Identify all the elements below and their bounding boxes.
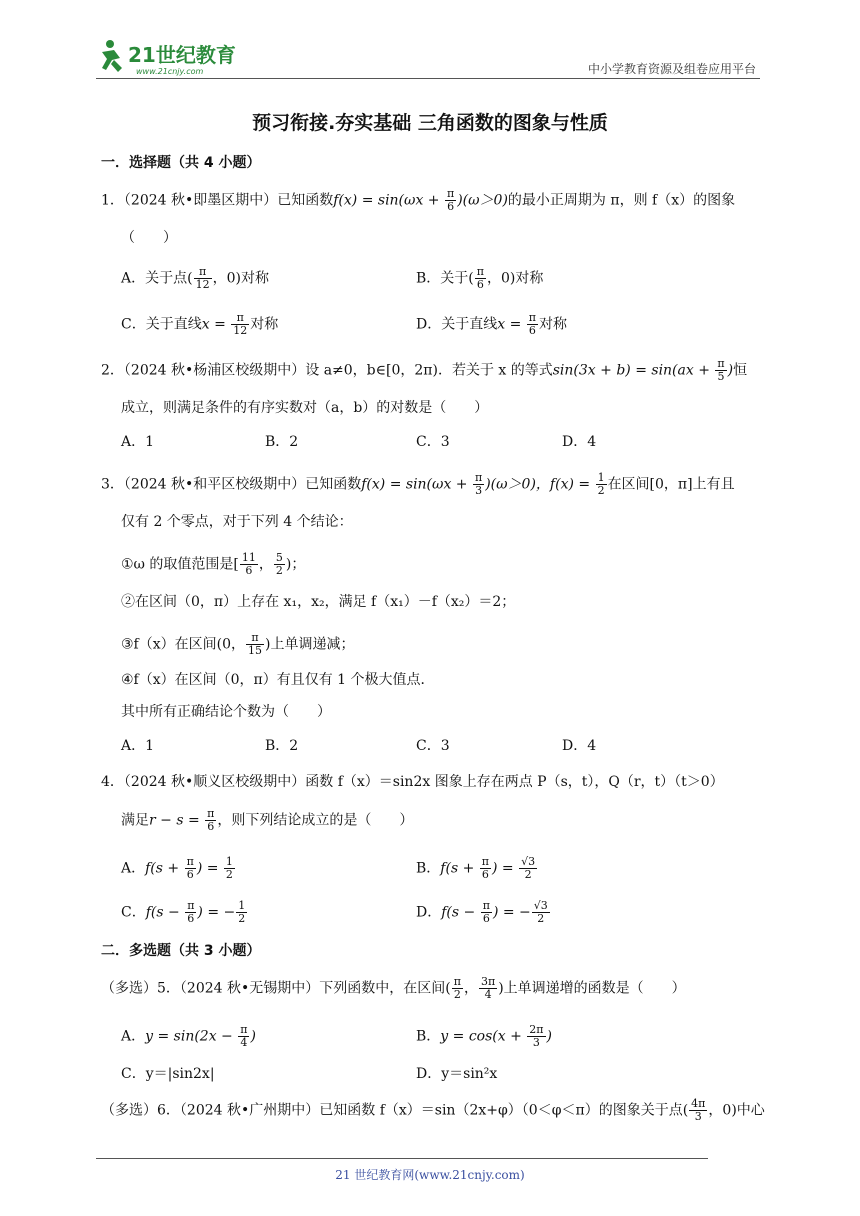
q3-statement-2: ②在区间（0，π）上存在 x₁，x₂，满足 f（x₁）－f（x₂）＝2；	[121, 594, 516, 610]
q2-option-a[interactable]: A．1	[121, 434, 155, 450]
q3-statement-4: ④f（x）在区间（0，π）有且仅有 1 个极大值点．	[121, 672, 435, 688]
q3-option-a[interactable]: A．1	[121, 738, 155, 754]
q1-option-a[interactable]: A．关于点( $\frac{\pi}{12}$ ，0)对称	[121, 265, 269, 291]
q2-option-d[interactable]: D．4	[562, 434, 597, 450]
question-6: （多选）6．（2024 秋•广州期中）已知函数 f（x）＝sin（2x+φ）（0＜φ＜π）的图象关于点( $\frac{4\pi}{3}$ ，0)中心	[101, 1097, 765, 1123]
question-3-line2: 仅有 2 个零点，对于下列 4 个结论：	[121, 514, 353, 530]
q4-option-a[interactable]: A．f(s + $\frac{\pi}{6}$ ) = $\frac{1}{2}$	[121, 855, 233, 881]
question-3: 3．（2024 秋•和平区校级期中）已知函数f(x) = sin(ωx + $\frac{\pi}{3}$ )(ω＞0)，f(x) = $\frac{1}{2}$ 在区间[0，π]上有且	[101, 471, 735, 497]
q2-option-b[interactable]: B．2	[265, 434, 299, 450]
section-heading-single-choice: 一．选择题（共 4 小题）	[101, 155, 261, 171]
footer-divider	[96, 1158, 708, 1159]
q3-option-c[interactable]: C．3	[416, 738, 450, 754]
q1-option-d[interactable]: D．关于直线x = $\frac{\pi}{6}$ 对称	[416, 311, 567, 337]
runner-icon	[102, 40, 122, 72]
question-1: 1．（2024 秋•即墨区期中）已知函数f(x) = sin(ωx + $\frac{\pi}{6}$ )(ω＞0)的最小正周期为 π，则 f（x）的图象	[101, 187, 736, 213]
q1-option-c[interactable]: C．关于直线x = $\frac{\pi}{12}$ 对称	[121, 311, 279, 337]
q5-option-a[interactable]: A．y = sin(2x − $\frac{\pi}{4}$ )	[121, 1023, 256, 1049]
q3-option-b[interactable]: B．2	[265, 738, 299, 754]
q3-option-d[interactable]: D．4	[562, 738, 597, 754]
q4-option-c[interactable]: C．f(s − $\frac{\pi}{6}$ ) = − $\frac{1}{2}$	[121, 899, 246, 925]
page-title: 预习衔接.夯实基础 三角函数的图象与性质	[252, 112, 608, 134]
q5-option-b[interactable]: B．y = cos(x + $\frac{2\pi}{3}$ )	[416, 1023, 552, 1049]
q5-option-c[interactable]: C．y＝|sin2x|	[121, 1066, 215, 1082]
question-5: （多选）5．（2024 秋•无锡期中）下列函数中，在区间( $\frac{\pi}{2}$ ， $\frac{3\pi}{4}$ )上单调递增的函数是（ ）	[101, 975, 686, 1001]
question-2-line2: 成立，则满足条件的有序实数对（a，b）的对数是（ ）	[121, 400, 489, 416]
q3-statement-3: ③f（x）在区间(0， $\frac{\pi}{15}$ )上单调递减；	[121, 631, 355, 657]
platform-name: 中小学教育资源及组卷应用平台	[587, 62, 756, 76]
q1-option-b[interactable]: B．关于( $\frac{\pi}{6}$ ，0)对称	[416, 265, 544, 291]
section-heading-multi-choice: 二．多选题（共 3 小题）	[101, 943, 261, 959]
site-logo	[96, 38, 266, 78]
question-4: 4．（2024 秋•顺义区校级期中）函数 f（x）＝sin2x 图象上存在两点 P（s，t），Q（r，t）（t＞0）	[101, 774, 724, 790]
question-4-line2: 满足r − s = $\frac{\pi}{6}$ ，则下列结论成立的是（ ）	[121, 807, 414, 833]
q2-option-c[interactable]: C．3	[416, 434, 450, 450]
logo-text: 21世纪教育	[128, 43, 236, 67]
q4-option-d[interactable]: D．f(s − $\frac{\pi}{6}$ ) = − $\frac{√3}{2}$	[416, 899, 548, 925]
question-1-paren: （ ）	[121, 230, 177, 246]
header-divider	[96, 78, 760, 79]
question-3-ask: 其中所有正确结论个数为（ ）	[121, 704, 331, 720]
footer-link[interactable]: 21 世纪教育网(www.21cnjy.com)	[335, 1168, 525, 1182]
logo-url: www.21cnjy.com	[136, 67, 204, 76]
q3-statement-1: ①ω 的取值范围是[ $\frac{11}{6}$ ， $\frac{5}{2}$ )；	[121, 551, 306, 577]
question-2: 2．（2024 秋•杨浦区校级期中）设 a≠0，b∈[0，2π)．若关于 x 的等式sin(3x + b) = sin(ax + $\frac{\pi}{5}$ )恒	[101, 357, 748, 383]
q5-option-d[interactable]: D．y＝sin²x	[416, 1066, 498, 1082]
q4-option-b[interactable]: B．f(s + $\frac{\pi}{6}$ ) = $\frac{√3}{2}$	[416, 855, 536, 881]
